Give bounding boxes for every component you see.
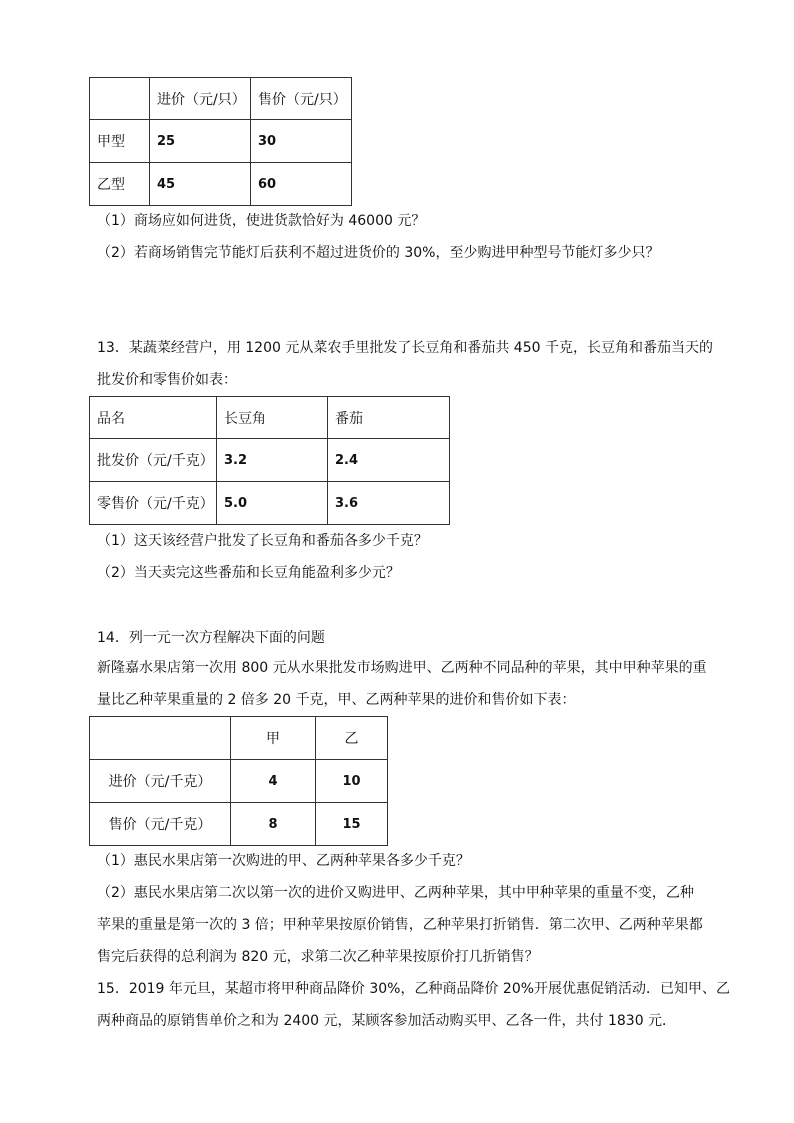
q13-text-line1: 13．某蔬菜经营户，用 1200 元从菜农手里批发了长豆角和番茄共 450 千克，长豆角和番茄当天的	[97, 340, 713, 356]
table-cell: 45	[150, 163, 251, 206]
table-row-label: 乙型	[90, 163, 150, 206]
table-header-cell	[90, 717, 231, 760]
table-row-label: 进价（元/千克）	[90, 760, 231, 803]
q14-title: 14．列一元一次方程解决下面的问题	[97, 630, 325, 646]
table-cell: 15	[316, 803, 388, 846]
table-cell: 2.4	[328, 439, 450, 482]
price-table-apples	[89, 716, 388, 846]
q14-sub2-line3: 售完后获得的总利润为 820 元，求第二次乙种苹果按原价打几折销售？	[97, 949, 539, 965]
q13-sub1: （1）这天该经营户批发了长豆角和番茄各多少千克？	[97, 533, 428, 549]
q15-text-line1: 15．2019 年元旦，某超市将甲种商品降价 30%，乙种商品降价 20%开展优惠促销活动．已知甲、乙	[97, 981, 731, 997]
table-row-label: 售价（元/千克）	[90, 803, 231, 846]
table-cell: 25	[150, 120, 251, 163]
table-header-cell: 甲	[231, 717, 316, 760]
table-header-cell: 品名	[90, 397, 217, 439]
q15-text-line2: 两种商品的原销售单价之和为 2400 元，某顾客参加活动购买甲、乙各一件，共付 1830 元．	[97, 1013, 677, 1029]
table-row-label: 批发价（元/千克）	[90, 439, 217, 482]
table-row-label: 甲型	[90, 120, 150, 163]
q14-text-line1: 新隆嘉水果店第一次用 800 元从水果批发市场购进甲、乙两种不同品种的苹果，其中甲种苹果的重	[97, 660, 707, 676]
table-header-cell: 售价（元/只）	[251, 78, 352, 120]
q12-sub2: （2）若商场销售完节能灯后获利不超过进货价的 30%，至少购进甲种型号节能灯多少只？	[97, 245, 660, 261]
table-cell: 30	[251, 120, 352, 163]
q14-text-line2: 量比乙种苹果重量的 2 倍多 20 千克，甲、乙两种苹果的进价和售价如下表：	[97, 692, 576, 708]
table-cell: 3.2	[217, 439, 328, 482]
table-header-cell	[90, 78, 150, 120]
q13-sub2: （2）当天卖完这些番茄和长豆角能盈利多少元？	[97, 565, 400, 581]
price-table-lamps	[89, 77, 352, 206]
q13-text-line2: 批发价和零售价如表：	[97, 372, 237, 388]
table-cell: 8	[231, 803, 316, 846]
q14-sub1: （1）惠民水果店第一次购进的甲、乙两种苹果各多少千克？	[97, 853, 470, 869]
table-cell: 10	[316, 760, 388, 803]
table-header-cell: 进价（元/只）	[150, 78, 251, 120]
table-header-cell: 乙	[316, 717, 388, 760]
q12-sub1: （1）商场应如何进货，使进货款恰好为 46000 元？	[97, 213, 426, 229]
table-cell: 3.6	[328, 482, 450, 525]
table-header-cell: 长豆角	[217, 397, 328, 439]
table-cell: 5.0	[217, 482, 328, 525]
price-table-vegetables	[89, 396, 450, 525]
table-cell: 4	[231, 760, 316, 803]
table-header-cell: 番茄	[328, 397, 450, 439]
table-cell: 60	[251, 163, 352, 206]
table-row-label: 零售价（元/千克）	[90, 482, 217, 525]
q14-sub2-line2: 苹果的重量是第一次的 3 倍；甲种苹果按原价销售，乙种苹果打折销售．第二次甲、乙两种苹果都	[97, 917, 703, 933]
q14-sub2-line1: （2）惠民水果店第二次以第一次的进价又购进甲、乙两种苹果，其中甲种苹果的重量不变，乙种	[97, 885, 694, 901]
